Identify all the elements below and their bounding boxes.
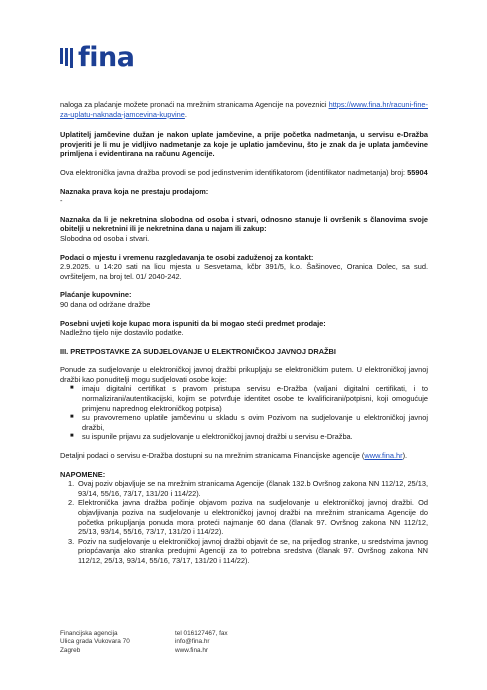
note-number: 2.: [68, 498, 75, 508]
vacancy-heading: Naznaka da li je nekretnina slobodna od osoba i stvari, odnosno stanuje li ovršenik s članovima svoje obitelji u nekretnini ili je nekretnina dana u najam ili zakup:: [60, 214, 428, 234]
payment-accounts-link[interactable]: https://www.fina.hr/racuni-fine-za-uplatu-naknada-jamcevina-kupvine: [60, 100, 428, 119]
identifier-text: Ova elektronička javna dražba provodi se pod jedinstvenim identifikatorom (identifikator nadmetanja) broj:: [60, 167, 408, 177]
rights-value: -: [60, 196, 63, 206]
notes-heading: NAPOMENE:: [60, 469, 106, 479]
footer-city: Zagreb: [60, 646, 81, 654]
details-paragraph: [60, 451, 428, 461]
footer-street: Ulica grada Vukovara 70: [60, 638, 130, 646]
note-text: Poziv na sudjelovanje u elektroničkoj javnoj dražbi objavit će se, na prijedlog stranke, u sredstvima javnog priopćavanja ako stranka predujmi Agenciji za to potrebna sredstva (članak 97. Ovršnog zakona NN 112/12, 25/13, 93/14, 55/16, 73/17, 131/20 i 114/22).: [78, 536, 428, 565]
footer-website[interactable]: www.fina.hr: [175, 646, 209, 654]
list-item: ■ su pravovremeno uplatile jamčevinu u skladu s ovim Pozivom na sudjelovanje u elektroničkoj javnoj dražbi,: [82, 413, 428, 432]
identifier-number: 55904: [407, 167, 428, 177]
fina-logo: [60, 44, 134, 71]
conditions-heading: Posebni uvjeti koje kupac mora ispuniti da bi mogao steći predmet prodaje:: [60, 318, 326, 328]
payment-value: 90 dana od održane dražbe: [60, 299, 151, 309]
list-item: [68, 536, 428, 566]
details-end: ).: [402, 451, 408, 461]
footer-email[interactable]: info@fina.hr: [175, 638, 210, 646]
list-item: [68, 498, 428, 537]
footer-address: [60, 630, 130, 655]
requirements-list: [60, 384, 428, 442]
note-number: 3.: [68, 536, 75, 546]
viewing-heading: Podaci o mjestu i vremenu razgledavanja te osobi zaduženoj za kontakt:: [60, 252, 314, 262]
fina-website-link[interactable]: www.fina.hr: [364, 451, 403, 461]
note-text: Elektronička javna dražba počinje objavom poziva na sudjelovanje u elektroničkoj javnoj dražbi. Od objavljivanja poziva na sudjelovanje u elektroničkoj javnoj dražbi na mrežnim stranicama Agencije do početka prikupljanja ponuda mora proteći najmanje 60 dana (članak 97. Ovršnog zakona NN 112/12, 25/13, 93/14, 55/16, 73/17, 131/20 i 114/22).: [78, 498, 428, 537]
list-item: ■ su ispunile prijavu za sudjelovanje u elektroničkoj javnoj dražbi u servisu e-Dražba.: [82, 432, 428, 442]
vacancy-value: Slobodna od osoba i stvari.: [60, 233, 150, 243]
intro-paragraph: [60, 100, 428, 119]
identifier-paragraph: [60, 168, 428, 178]
intro-end: .: [184, 109, 187, 119]
document-body: [60, 100, 428, 566]
conditions-value: Nadležno tijelo nije dostavilo podatke.: [60, 328, 184, 338]
warning-paragraph: Uplatitelj jamčevine dužan je nakon uplate jamčevine, a prije početka nadmetanja, u servisu e-Dražba provjeriti je li mu je vidljivo nadmetanje za koje je uplatio jamčevinu, što je znak da je uplata jamčevine primljena i evidentirana na računu Agencije.: [60, 130, 428, 159]
note-text: Ovaj poziv objavljuje se na mrežnim stranicama Agencije (članak 132.b Ovršnog zakona NN 112/12, 25/13, 93/14, 55/16, 73/17, 131/20 i 114/22).: [78, 479, 428, 498]
payment-heading: Plaćanje kupovnine:: [60, 290, 132, 300]
footer-contact: [175, 630, 228, 655]
notes-list: [60, 479, 428, 565]
intro-text: naloga za plaćanje možete pronaći na mrežnim stranicama Agencije na poveznici: [60, 100, 329, 109]
section3-intro: Ponude za sudjelovanje u elektroničkoj javnoj dražbi prikupljaju se elektroničkim putem. U elektroničkoj javnoj dražbi kao ponuditelji mogu sudjelovati osobe koje:: [60, 365, 428, 384]
logo-bars-icon: [60, 48, 73, 68]
viewing-value: 2.9.2025. u 14:20 sati na licu mjesta u Sesvetama, kčbr 391/5, k.o. Šašinovec, Oranica Dolec, sa sud. ovršiteljem, na broj tel. 01/ 2040-242.: [60, 262, 428, 281]
logo-text: fina: [78, 42, 135, 73]
note-number: 1.: [68, 479, 75, 489]
footer-org: Financijska agencija: [60, 630, 118, 637]
rights-heading: Naznaka prava koja ne prestaju prodajom:: [60, 186, 209, 196]
list-item: ■ imaju digitalni certifikat s pravom pristupa servisu e-Dražba (valjani digitalni certifikati, i to normalizirani/autentikacijski, kojim se potvrđuje identitet osobe te kvalificirani/potpisni, koji omogućuje primjenu naprednog elektroničkog potpisa): [82, 384, 428, 413]
section3-heading: III. PRETPOSTAVKE ZA SUDJELOVANJE U ELEKTRONIČKOJ JAVNOJ DRAŽBI: [60, 346, 336, 356]
details-text: Detaljni podaci o servisu e-Dražba dostupni su na mrežnim stranicama Financijske agencije (: [60, 451, 365, 461]
footer-phone: tel 016127467, fax: [175, 630, 228, 637]
list-item: [68, 479, 428, 498]
